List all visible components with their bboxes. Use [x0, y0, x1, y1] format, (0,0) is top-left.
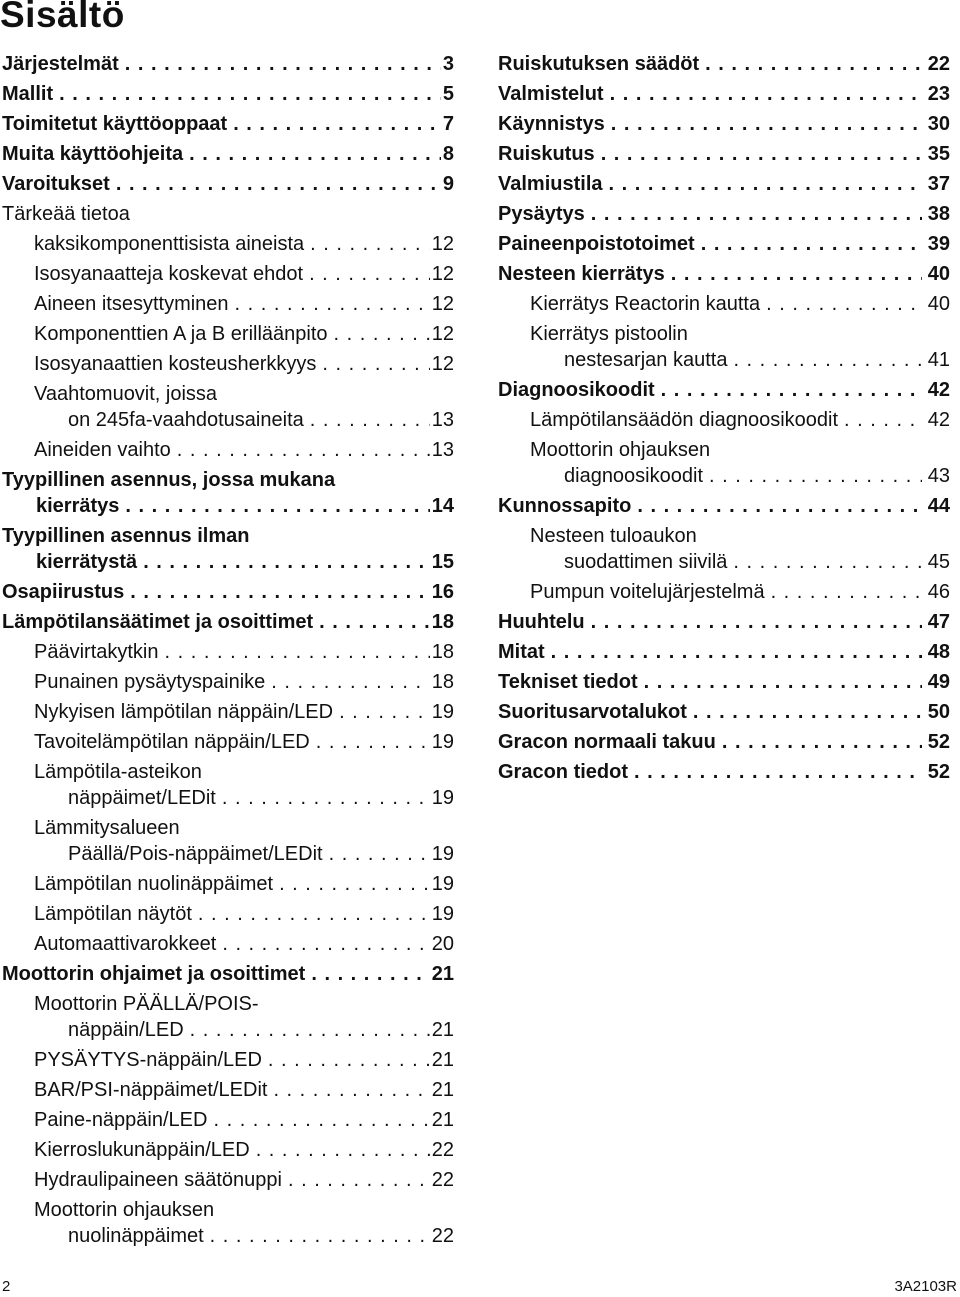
toc-entry[interactable] — [2, 699, 454, 729]
toc-page-number: 48 — [927, 641, 950, 663]
toc-entry-title: Moottorin ohjauksen — [530, 439, 711, 461]
toc-entry[interactable] — [498, 51, 950, 81]
toc-leader-dots — [591, 201, 922, 227]
toc-entry[interactable] — [2, 171, 454, 201]
toc-entry[interactable] — [2, 321, 454, 351]
toc-entry-title: on 245fa-vaahdotusaineita — [68, 409, 304, 431]
toc-entry-title: Lämpötilansäätimet ja osoittimet — [2, 611, 314, 633]
toc-entry-title: Isosyanaatteja koskevat ehdot — [34, 263, 304, 285]
toc-entry[interactable] — [2, 381, 454, 437]
toc-entry[interactable] — [498, 609, 950, 639]
toc-entry[interactable] — [2, 467, 454, 523]
toc-entry[interactable] — [2, 351, 454, 381]
toc-entry[interactable] — [2, 1077, 454, 1107]
toc-entry-title: Toimitetut käyttöoppaat — [2, 113, 228, 135]
toc-entry-title: diagnoosikoodit — [564, 465, 703, 487]
toc-leader-dots — [701, 231, 922, 257]
toc-page-number: 22 — [927, 53, 950, 75]
toc-entry-title: Komponenttien A ja B erilläänpito — [34, 323, 328, 345]
toc-page-number: 18 — [431, 671, 454, 693]
toc-entry[interactable] — [498, 523, 950, 579]
toc-entry-title: Kierrätys pistoolin — [530, 323, 688, 345]
toc-entry-title: Mitat — [498, 641, 545, 663]
toc-page-number: 15 — [431, 551, 454, 573]
toc-page-number: 41 — [927, 349, 950, 371]
toc-entry[interactable] — [498, 493, 950, 523]
toc-entry[interactable] — [2, 261, 454, 291]
toc-leader-dots — [273, 1077, 429, 1103]
toc-page-number: 52 — [927, 761, 950, 783]
toc-entry[interactable] — [498, 377, 950, 407]
toc-leader-dots — [316, 729, 430, 755]
toc-leader-dots — [177, 437, 430, 463]
toc-page-number: 21 — [431, 1019, 454, 1041]
toc-page-number: 40 — [927, 293, 950, 315]
toc-entry[interactable] — [2, 81, 454, 111]
toc-leader-dots — [125, 493, 429, 519]
toc-page-number: 46 — [927, 581, 950, 603]
toc-leader-dots — [222, 931, 429, 957]
toc-entry-title: Nesteen tuloaukon — [530, 525, 697, 547]
toc-entry-title: Moottorin ohjaimet ja osoittimet — [2, 963, 306, 985]
toc-entry-title: Moottorin PÄÄLLÄ/POIS- — [34, 993, 259, 1015]
toc-leader-dots — [601, 141, 922, 167]
toc-entry-title: Ruiskutus — [498, 143, 595, 165]
toc-entry-title: Tavoitelämpötilan näppäin/LED — [34, 731, 310, 753]
toc-entry[interactable] — [2, 51, 454, 81]
toc-page-number: 22 — [431, 1139, 454, 1161]
toc-entry-title: näppäin/LED — [68, 1019, 184, 1041]
toc-leader-dots — [634, 759, 922, 785]
toc-page-number: 16 — [431, 581, 454, 603]
toc-leader-dots — [271, 669, 429, 695]
toc-entry-title: Paineenpoistotoimet — [498, 233, 695, 255]
toc-entry[interactable] — [2, 639, 454, 669]
toc-entry-title: Diagnoosikoodit — [498, 379, 655, 401]
toc-leader-dots — [551, 639, 922, 665]
toc-entry[interactable] — [498, 291, 950, 321]
toc-entry-title: Lämpötilan näytöt — [34, 903, 192, 925]
toc-page-number: 47 — [927, 611, 950, 633]
toc-entry[interactable] — [2, 201, 454, 231]
toc-page-number: 23 — [927, 83, 950, 105]
toc-leader-dots — [322, 351, 429, 377]
toc-entry-title: Ruiskutuksen säädöt — [498, 53, 700, 75]
toc-page-number: 21 — [431, 1109, 454, 1131]
toc-page-number: 20 — [431, 933, 454, 955]
toc-entry[interactable] — [498, 201, 950, 231]
toc-page-number: 21 — [431, 1049, 454, 1071]
toc-page-number: 19 — [431, 701, 454, 723]
toc-entry[interactable] — [2, 931, 454, 961]
toc-leader-dots — [644, 669, 922, 695]
toc-leader-dots — [256, 1137, 430, 1163]
toc-leader-dots — [771, 579, 922, 605]
toc-entry-title: Vaahtomuovit, joissa — [34, 383, 218, 405]
toc-right-column — [498, 51, 950, 789]
toc-entry[interactable] — [498, 759, 950, 789]
toc-entry-title: Isosyanaattien kosteusherkkyys — [34, 353, 317, 375]
toc-entry-title: kierrätys — [36, 495, 120, 517]
toc-left-column — [2, 51, 454, 1253]
toc-page-number: 52 — [927, 731, 950, 753]
toc-entry[interactable] — [2, 231, 454, 261]
toc-page-number: 21 — [431, 1079, 454, 1101]
toc-entry-title: nestesarjan kautta — [564, 349, 728, 371]
toc-entry[interactable] — [2, 1137, 454, 1167]
toc-page-number: 21 — [431, 963, 454, 985]
toc-entry-title: PYSÄYTYS-näppäin/LED — [34, 1049, 262, 1071]
toc-page-number: 8 — [442, 143, 454, 165]
toc-entry-title: Kierrätys Reactorin kautta — [530, 293, 761, 315]
toc-page-number: 37 — [927, 173, 950, 195]
toc-entry-title: kierrätystä — [36, 551, 138, 573]
toc-entry[interactable] — [2, 523, 454, 579]
toc-entry[interactable] — [2, 871, 454, 901]
toc-entry-title: Käynnistys — [498, 113, 605, 135]
toc-page-number: 13 — [431, 439, 454, 461]
toc-entry[interactable] — [2, 141, 454, 171]
toc-entry[interactable] — [2, 669, 454, 699]
toc-entry[interactable] — [498, 699, 950, 729]
toc-entry[interactable] — [2, 991, 454, 1047]
toc-page-number: 14 — [431, 495, 454, 517]
toc-entry-title: Järjestelmät — [2, 53, 119, 75]
toc-entry-title: Hydraulipaineen säätönuppi — [34, 1169, 282, 1191]
toc-page-number: 39 — [927, 233, 950, 255]
toc-entry-title: Suoritusarvotalukot — [498, 701, 687, 723]
toc-entry[interactable] — [2, 729, 454, 759]
toc-page-number: 12 — [431, 323, 454, 345]
toc-page-number: 12 — [431, 293, 454, 315]
toc-page-number: 42 — [927, 409, 950, 431]
toc-leader-dots — [165, 639, 430, 665]
toc-entry[interactable] — [2, 291, 454, 321]
toc-entry-title: Moottorin ohjauksen — [34, 1199, 215, 1221]
toc-entry[interactable] — [2, 437, 454, 467]
toc-entry[interactable] — [2, 111, 454, 141]
toc-leader-dots — [705, 51, 922, 77]
toc-leader-dots — [334, 321, 430, 347]
toc-entry-title: Kierroslukunäppäin/LED — [34, 1139, 250, 1161]
toc-entry[interactable] — [2, 1167, 454, 1197]
toc-page-number: 50 — [927, 701, 950, 723]
toc-entry[interactable] — [2, 1107, 454, 1137]
toc-leader-dots — [213, 1107, 429, 1133]
toc-entry[interactable] — [2, 1197, 454, 1253]
toc-leader-dots — [709, 463, 922, 489]
toc-entry-title: Tärkeää tietoa — [2, 203, 130, 225]
toc-entry-title: Paine-näppäin/LED — [34, 1109, 208, 1131]
toc-page-number: 35 — [927, 143, 950, 165]
toc-page-number: 19 — [431, 787, 454, 809]
toc-entry-title: Nesteen kierrätys — [498, 263, 665, 285]
toc-entry-title: Lämpötilansäädön diagnoosikoodit — [530, 409, 839, 431]
toc-page-number: 12 — [431, 263, 454, 285]
toc-entry-title: Lämmitysalueen — [34, 817, 180, 839]
toc-leader-dots — [609, 171, 923, 197]
toc-entry[interactable] — [2, 759, 454, 815]
document-id: 3A2103R — [894, 1278, 957, 1295]
toc-leader-dots — [210, 1223, 430, 1249]
toc-entry[interactable] — [2, 961, 454, 991]
toc-page-number: 9 — [442, 173, 454, 195]
toc-entry[interactable] — [2, 579, 454, 609]
toc-page-number: 19 — [431, 903, 454, 925]
toc-page-number: 5 — [442, 83, 454, 105]
toc-entry[interactable] — [498, 81, 950, 111]
toc-leader-dots — [288, 1167, 430, 1193]
toc-entry-title: Lämpötilan nuolinäppäimet — [34, 873, 274, 895]
toc-leader-dots — [279, 871, 430, 897]
toc-entry-title: suodattimen siivilä — [564, 551, 728, 573]
toc-entry-title: Mallit — [2, 83, 54, 105]
toc-entry[interactable] — [498, 141, 950, 171]
toc-leader-dots — [319, 609, 430, 635]
toc-leader-dots — [189, 141, 441, 167]
toc-page-number: 13 — [431, 409, 454, 431]
toc-page-number: 22 — [431, 1225, 454, 1247]
toc-leader-dots — [222, 785, 430, 811]
toc-entry-title: Nykyisen lämpötilan näppäin/LED — [34, 701, 334, 723]
toc-entry-title: Tyypillinen asennus ilman — [2, 525, 250, 547]
toc-leader-dots — [671, 261, 922, 287]
toc-page-number: 42 — [927, 379, 950, 401]
toc-entry[interactable] — [498, 231, 950, 261]
toc-entry-title: näppäimet/LEDit — [68, 787, 216, 809]
toc-entry[interactable] — [2, 1047, 454, 1077]
page-title: Sisältö — [0, 0, 125, 35]
toc-entry[interactable] — [498, 579, 950, 609]
toc-entry-title: Lämpötila-asteikon — [34, 761, 202, 783]
toc-entry-title: Automaattivarokkeet — [34, 933, 217, 955]
toc-leader-dots — [339, 699, 430, 725]
toc-leader-dots — [844, 407, 922, 433]
toc-entry-title: Kunnossapito — [498, 495, 632, 517]
toc-entry[interactable] — [498, 729, 950, 759]
toc-entry-title: Pumpun voitelujärjestelmä — [530, 581, 765, 603]
toc-leader-dots — [310, 407, 430, 433]
toc-entry-title: Pysäytys — [498, 203, 585, 225]
toc-page-number: 7 — [442, 113, 454, 135]
toc-page-number: 19 — [431, 843, 454, 865]
toc-leader-dots — [59, 81, 441, 107]
toc-page-number: 18 — [431, 641, 454, 663]
toc-leader-dots — [310, 231, 430, 257]
toc-entry-title: kaksikomponenttisista aineista — [34, 233, 305, 255]
toc-entry-title: Tyypillinen asennus, jossa mukana — [2, 469, 336, 491]
toc-entry-title: Päävirtakytkin — [34, 641, 159, 663]
toc-page-number: 19 — [431, 873, 454, 895]
toc-page-number: 45 — [927, 551, 950, 573]
toc-page-number: 44 — [927, 495, 950, 517]
toc-leader-dots — [143, 549, 430, 575]
toc-entry-title: nuolinäppäimet — [68, 1225, 204, 1247]
toc-entry-title: Valmistelut — [498, 83, 604, 105]
toc-page-number: 40 — [927, 263, 950, 285]
toc-entry-title: Punainen pysäytyspainike — [34, 671, 266, 693]
toc-entry-title: Päällä/Pois-näppäimet/LEDit — [68, 843, 323, 865]
toc-entry[interactable] — [498, 321, 950, 377]
toc-entry[interactable] — [498, 437, 950, 493]
toc-leader-dots — [233, 111, 441, 137]
toc-entry-title: Varoitukset — [2, 173, 110, 195]
toc-page-number: 22 — [431, 1169, 454, 1191]
toc-entry-title: Aineiden vaihto — [34, 439, 171, 461]
toc-leader-dots — [610, 81, 922, 107]
toc-entry[interactable] — [2, 815, 454, 871]
toc-page-number: 43 — [927, 465, 950, 487]
toc-leader-dots — [311, 961, 429, 987]
toc-entry-title: Huuhtelu — [498, 611, 585, 633]
toc-entry-title: Gracon normaali takuu — [498, 731, 716, 753]
toc-entry[interactable] — [498, 639, 950, 669]
toc-entry[interactable] — [2, 609, 454, 639]
toc-leader-dots — [733, 347, 922, 373]
toc-leader-dots — [722, 729, 922, 755]
toc-leader-dots — [329, 841, 430, 867]
toc-leader-dots — [268, 1047, 430, 1073]
toc-leader-dots — [591, 609, 922, 635]
toc-page-number: 49 — [927, 671, 950, 693]
toc-page-number: 30 — [927, 113, 950, 135]
toc-page-number: 18 — [431, 611, 454, 633]
toc-leader-dots — [661, 377, 922, 403]
toc-page-number: 38 — [927, 203, 950, 225]
toc-entry-title: Valmiustila — [498, 173, 603, 195]
toc-page-number: 12 — [431, 233, 454, 255]
toc-entry[interactable] — [498, 171, 950, 201]
toc-leader-dots — [693, 699, 922, 725]
toc-page-number: 3 — [442, 53, 454, 75]
toc-entry-title: Aineen itsesyttyminen — [34, 293, 229, 315]
toc-leader-dots — [611, 111, 922, 137]
toc-entry[interactable] — [498, 111, 950, 141]
toc-leader-dots — [637, 493, 922, 519]
toc-leader-dots — [766, 291, 922, 317]
toc-entry-title: Muita käyttöohjeita — [2, 143, 184, 165]
page-number: 2 — [2, 1278, 11, 1295]
toc-leader-dots — [130, 579, 429, 605]
toc-entry-title: Tekniset tiedot — [498, 671, 638, 693]
toc-entry-title: Osapiirustus — [2, 581, 125, 603]
toc-entry-title: Gracon tiedot — [498, 761, 629, 783]
toc-entry-title: BAR/PSI-näppäimet/LEDit — [34, 1079, 268, 1101]
toc-leader-dots — [190, 1017, 430, 1043]
toc-entry[interactable] — [498, 669, 950, 699]
toc-leader-dots — [235, 291, 430, 317]
toc-page-number: 12 — [431, 353, 454, 375]
toc-leader-dots — [116, 171, 441, 197]
toc-leader-dots — [733, 549, 922, 575]
toc-entry[interactable] — [2, 901, 454, 931]
toc-leader-dots — [309, 261, 430, 287]
toc-entry[interactable] — [498, 261, 950, 291]
toc-leader-dots — [198, 901, 430, 927]
toc-page-number: 19 — [431, 731, 454, 753]
toc-entry[interactable] — [498, 407, 950, 437]
toc-leader-dots — [125, 51, 441, 77]
